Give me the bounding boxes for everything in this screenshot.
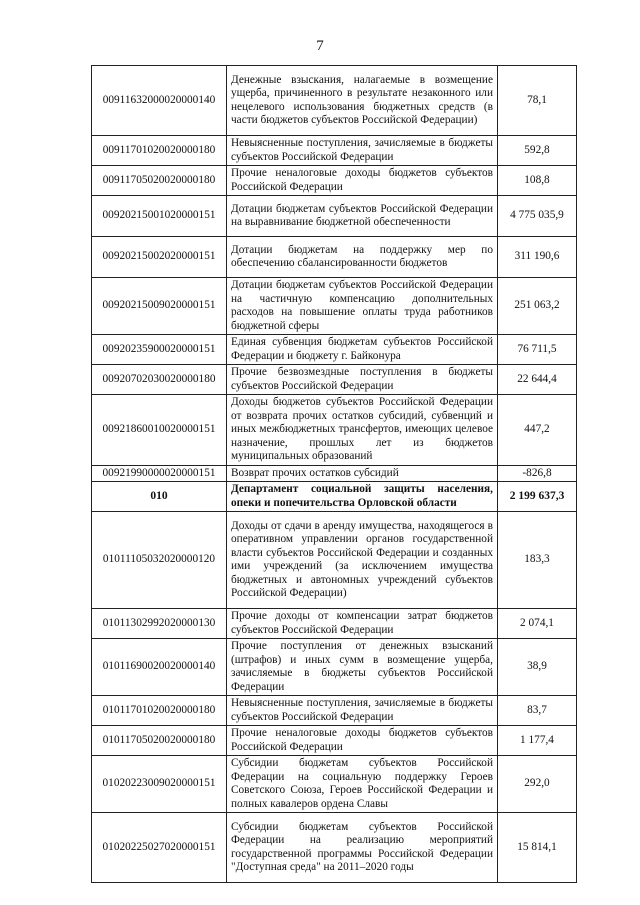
row-description: Прочие поступления от денежных взысканий (штрафов) и иных сумм в возмещение ущерба, зачисляемые в бюджеты субъектов Российской Федерации	[227, 639, 498, 696]
row-amount: 251 063,2	[498, 278, 577, 335]
budget-table	[91, 65, 577, 883]
department-code: 010	[92, 482, 227, 512]
table-row	[92, 756, 577, 813]
department-total: 2 199 637,3	[498, 482, 577, 512]
row-code: 01020223009020000151	[92, 756, 227, 813]
row-code: 00921990000020000151	[92, 465, 227, 482]
row-description: Невыясненные поступления, зачисляемые в бюджеты субъектов Российской Федерации	[227, 136, 498, 166]
row-code: 00920215002020000151	[92, 237, 227, 278]
row-code: 00920215001020000151	[92, 196, 227, 237]
row-amount: -826,8	[498, 465, 577, 482]
row-amount: 447,2	[498, 395, 577, 466]
budget-table-body	[92, 66, 577, 883]
table-row	[92, 813, 577, 883]
row-description: Денежные взыскания, налагаемые в возмещение ущерба, причиненного в результате незаконного или нецелевого использования бюджетных средств (в части бюджетов субъектов Российской Федерации)	[227, 66, 498, 136]
table-row	[92, 196, 577, 237]
row-description: Единая субвенция бюджетам субъектов Российской Федерации и бюджету г. Байконура	[227, 335, 498, 365]
row-description: Дотации бюджетам субъектов Российской Федерации на выравнивание бюджетной обеспеченности	[227, 196, 498, 237]
row-code: 01011302992020000130	[92, 609, 227, 639]
row-code: 01011105032020000120	[92, 512, 227, 609]
row-description: Субсидии бюджетам субъектов Российской Федерации на социальную поддержку Героев Советского Союза, Героев Российской Федерации и полных кавалеров ордена Славы	[227, 756, 498, 813]
row-description: Доходы от сдачи в аренду имущества, находящегося в оперативном управлении органов государственной власти субъектов Российской Федерации и созданных ими учреждений (за исключением имущества бюджетных и автономных учреждений субъектов Российской Федерации)	[227, 512, 498, 609]
row-amount: 4 775 035,9	[498, 196, 577, 237]
row-amount: 592,8	[498, 136, 577, 166]
row-description: Невыясненные поступления, зачисляемые в бюджеты субъектов Российской Федерации	[227, 696, 498, 726]
row-code: 00920702030020000180	[92, 365, 227, 395]
row-code: 00920235900020000151	[92, 335, 227, 365]
row-description: Прочие неналоговые доходы бюджетов субъектов Российской Федерации	[227, 726, 498, 756]
row-amount: 15 814,1	[498, 813, 577, 883]
row-description: Прочие доходы от компенсации затрат бюджетов субъектов Российской Федерации	[227, 609, 498, 639]
row-code: 00911705020020000180	[92, 166, 227, 196]
table-row	[92, 365, 577, 395]
row-amount: 78,1	[498, 66, 577, 136]
table-row	[92, 609, 577, 639]
row-amount: 38,9	[498, 639, 577, 696]
table-row	[92, 639, 577, 696]
row-code: 00911701020020000180	[92, 136, 227, 166]
table-row	[92, 726, 577, 756]
table-row	[92, 512, 577, 609]
table-row	[92, 166, 577, 196]
table-row	[92, 66, 577, 136]
department-row	[92, 482, 577, 512]
row-amount: 22 644,4	[498, 365, 577, 395]
row-amount: 1 177,4	[498, 726, 577, 756]
row-description: Субсидии бюджетам субъектов Российской Федерации на реализацию мероприятий государственной программы Российской Федерации "Доступная среда" на 2011–2020 годы	[227, 813, 498, 883]
row-code: 00921860010020000151	[92, 395, 227, 466]
row-amount: 76 711,5	[498, 335, 577, 365]
table-row	[92, 696, 577, 726]
row-code: 01020225027020000151	[92, 813, 227, 883]
row-description: Дотации бюджетам на поддержку мер по обеспечению сбалансированности бюджетов	[227, 237, 498, 278]
row-amount: 83,7	[498, 696, 577, 726]
page-number: 7	[316, 38, 324, 54]
table-row	[92, 278, 577, 335]
row-description: Возврат прочих остатков субсидий	[227, 465, 498, 482]
row-code: 00920215009020000151	[92, 278, 227, 335]
row-code: 01011690020020000140	[92, 639, 227, 696]
row-amount: 108,8	[498, 166, 577, 196]
row-amount: 292,0	[498, 756, 577, 813]
row-code: 01011705020020000180	[92, 726, 227, 756]
department-name: Департамент социальной защиты населения, опеки и попечительства Орловской области	[227, 482, 498, 512]
row-amount: 311 190,6	[498, 237, 577, 278]
row-description: Прочие безвозмездные поступления в бюджеты субъектов Российской Федерации	[227, 365, 498, 395]
row-code: 00911632000020000140	[92, 66, 227, 136]
table-row	[92, 136, 577, 166]
table-row	[92, 237, 577, 278]
table-row	[92, 335, 577, 365]
row-description: Прочие неналоговые доходы бюджетов субъектов Российской Федерации	[227, 166, 498, 196]
row-description: Дотации бюджетам субъектов Российской Федерации на частичную компенсацию дополнительных расходов на повышение оплаты труда работников бюджетной сферы	[227, 278, 498, 335]
table-row	[92, 465, 577, 482]
table-row	[92, 395, 577, 466]
row-amount: 183,3	[498, 512, 577, 609]
row-description: Доходы бюджетов субъектов Российской Федерации от возврата прочих остатков субсидий, субвенций и иных межбюджетных трансфертов, имеющих целевое назначение, прошлых лет из бюджетов муниципальных образований	[227, 395, 498, 466]
row-code: 01011701020020000180	[92, 696, 227, 726]
row-amount: 2 074,1	[498, 609, 577, 639]
